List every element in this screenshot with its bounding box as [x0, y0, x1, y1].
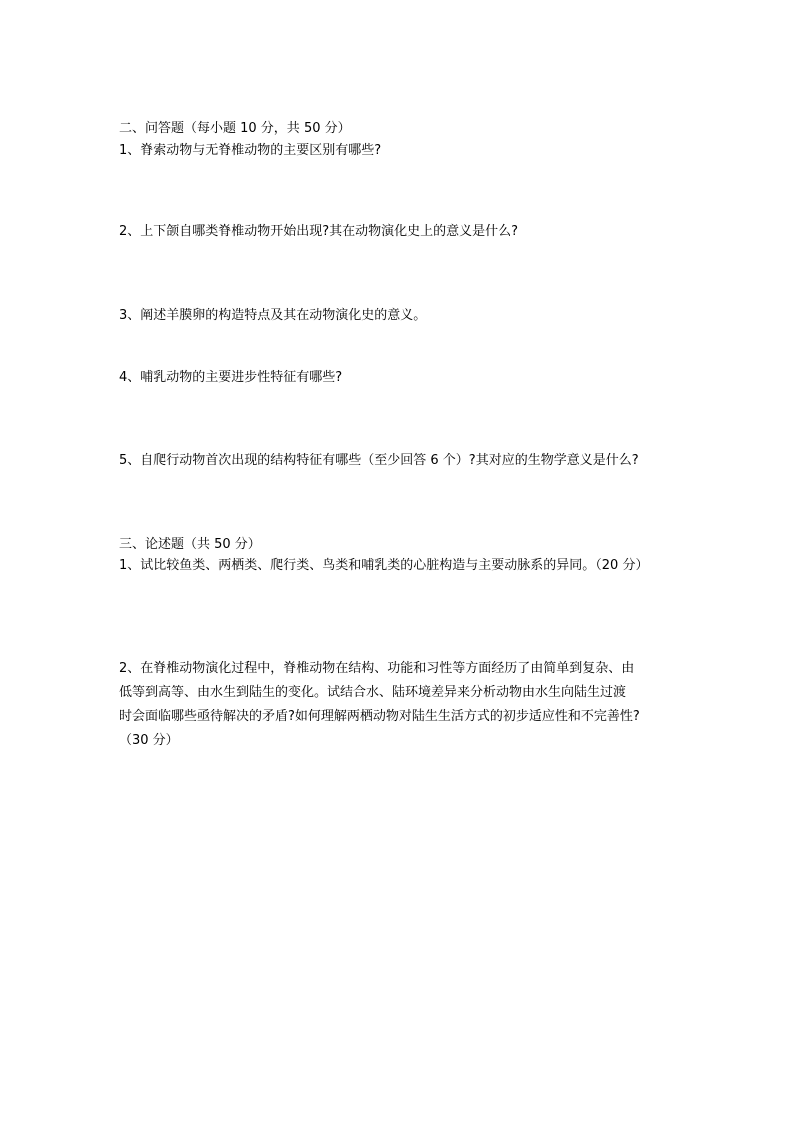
question-3-1: 1、试比较鱼类、两栖类、爬行类、鸟类和哺乳类的心脏构造与主要动脉系的异同。（20 分）: [119, 558, 649, 573]
section-3-heading: 三、论述题（共 50 分）: [119, 537, 261, 552]
question-3-2-line: 2、在脊椎动物演化过程中，脊椎动物在结构、功能和习性等方面经历了由简单到复杂、由: [119, 661, 635, 676]
question-3-2: [119, 657, 681, 753]
question-2-2: 2、上下颌自哪类脊椎动物开始出现?其在动物演化史上的意义是什么?: [119, 224, 519, 239]
question-3-2-line: 时会面临哪些亟待解决的矛盾?如何理解两栖动物对陆生生活方式的初步适应性和不完善性?: [119, 709, 640, 724]
question-3-2-line: 低等到高等、由水生到陆生的变化。试结合水、陆环境差异来分析动物由水生向陆生过渡: [119, 685, 627, 700]
question-2-4: 4、哺乳动物的主要进步性特征有哪些?: [119, 370, 343, 385]
question-2-3: 3、阐述羊膜卵的构造特点及其在动物演化史的意义。: [119, 308, 427, 323]
question-2-1: 1、脊索动物与无脊椎动物的主要区别有哪些?: [119, 143, 382, 158]
question-3-2-line: （30 分）: [119, 733, 179, 748]
question-2-5: 5、自爬行动物首次出现的结构特征有哪些（至少回答 6 个）?其对应的生物学意义是什么?: [119, 453, 639, 468]
section-2-heading: 二、问答题（每小题 10 分，共 50 分）: [119, 121, 351, 136]
